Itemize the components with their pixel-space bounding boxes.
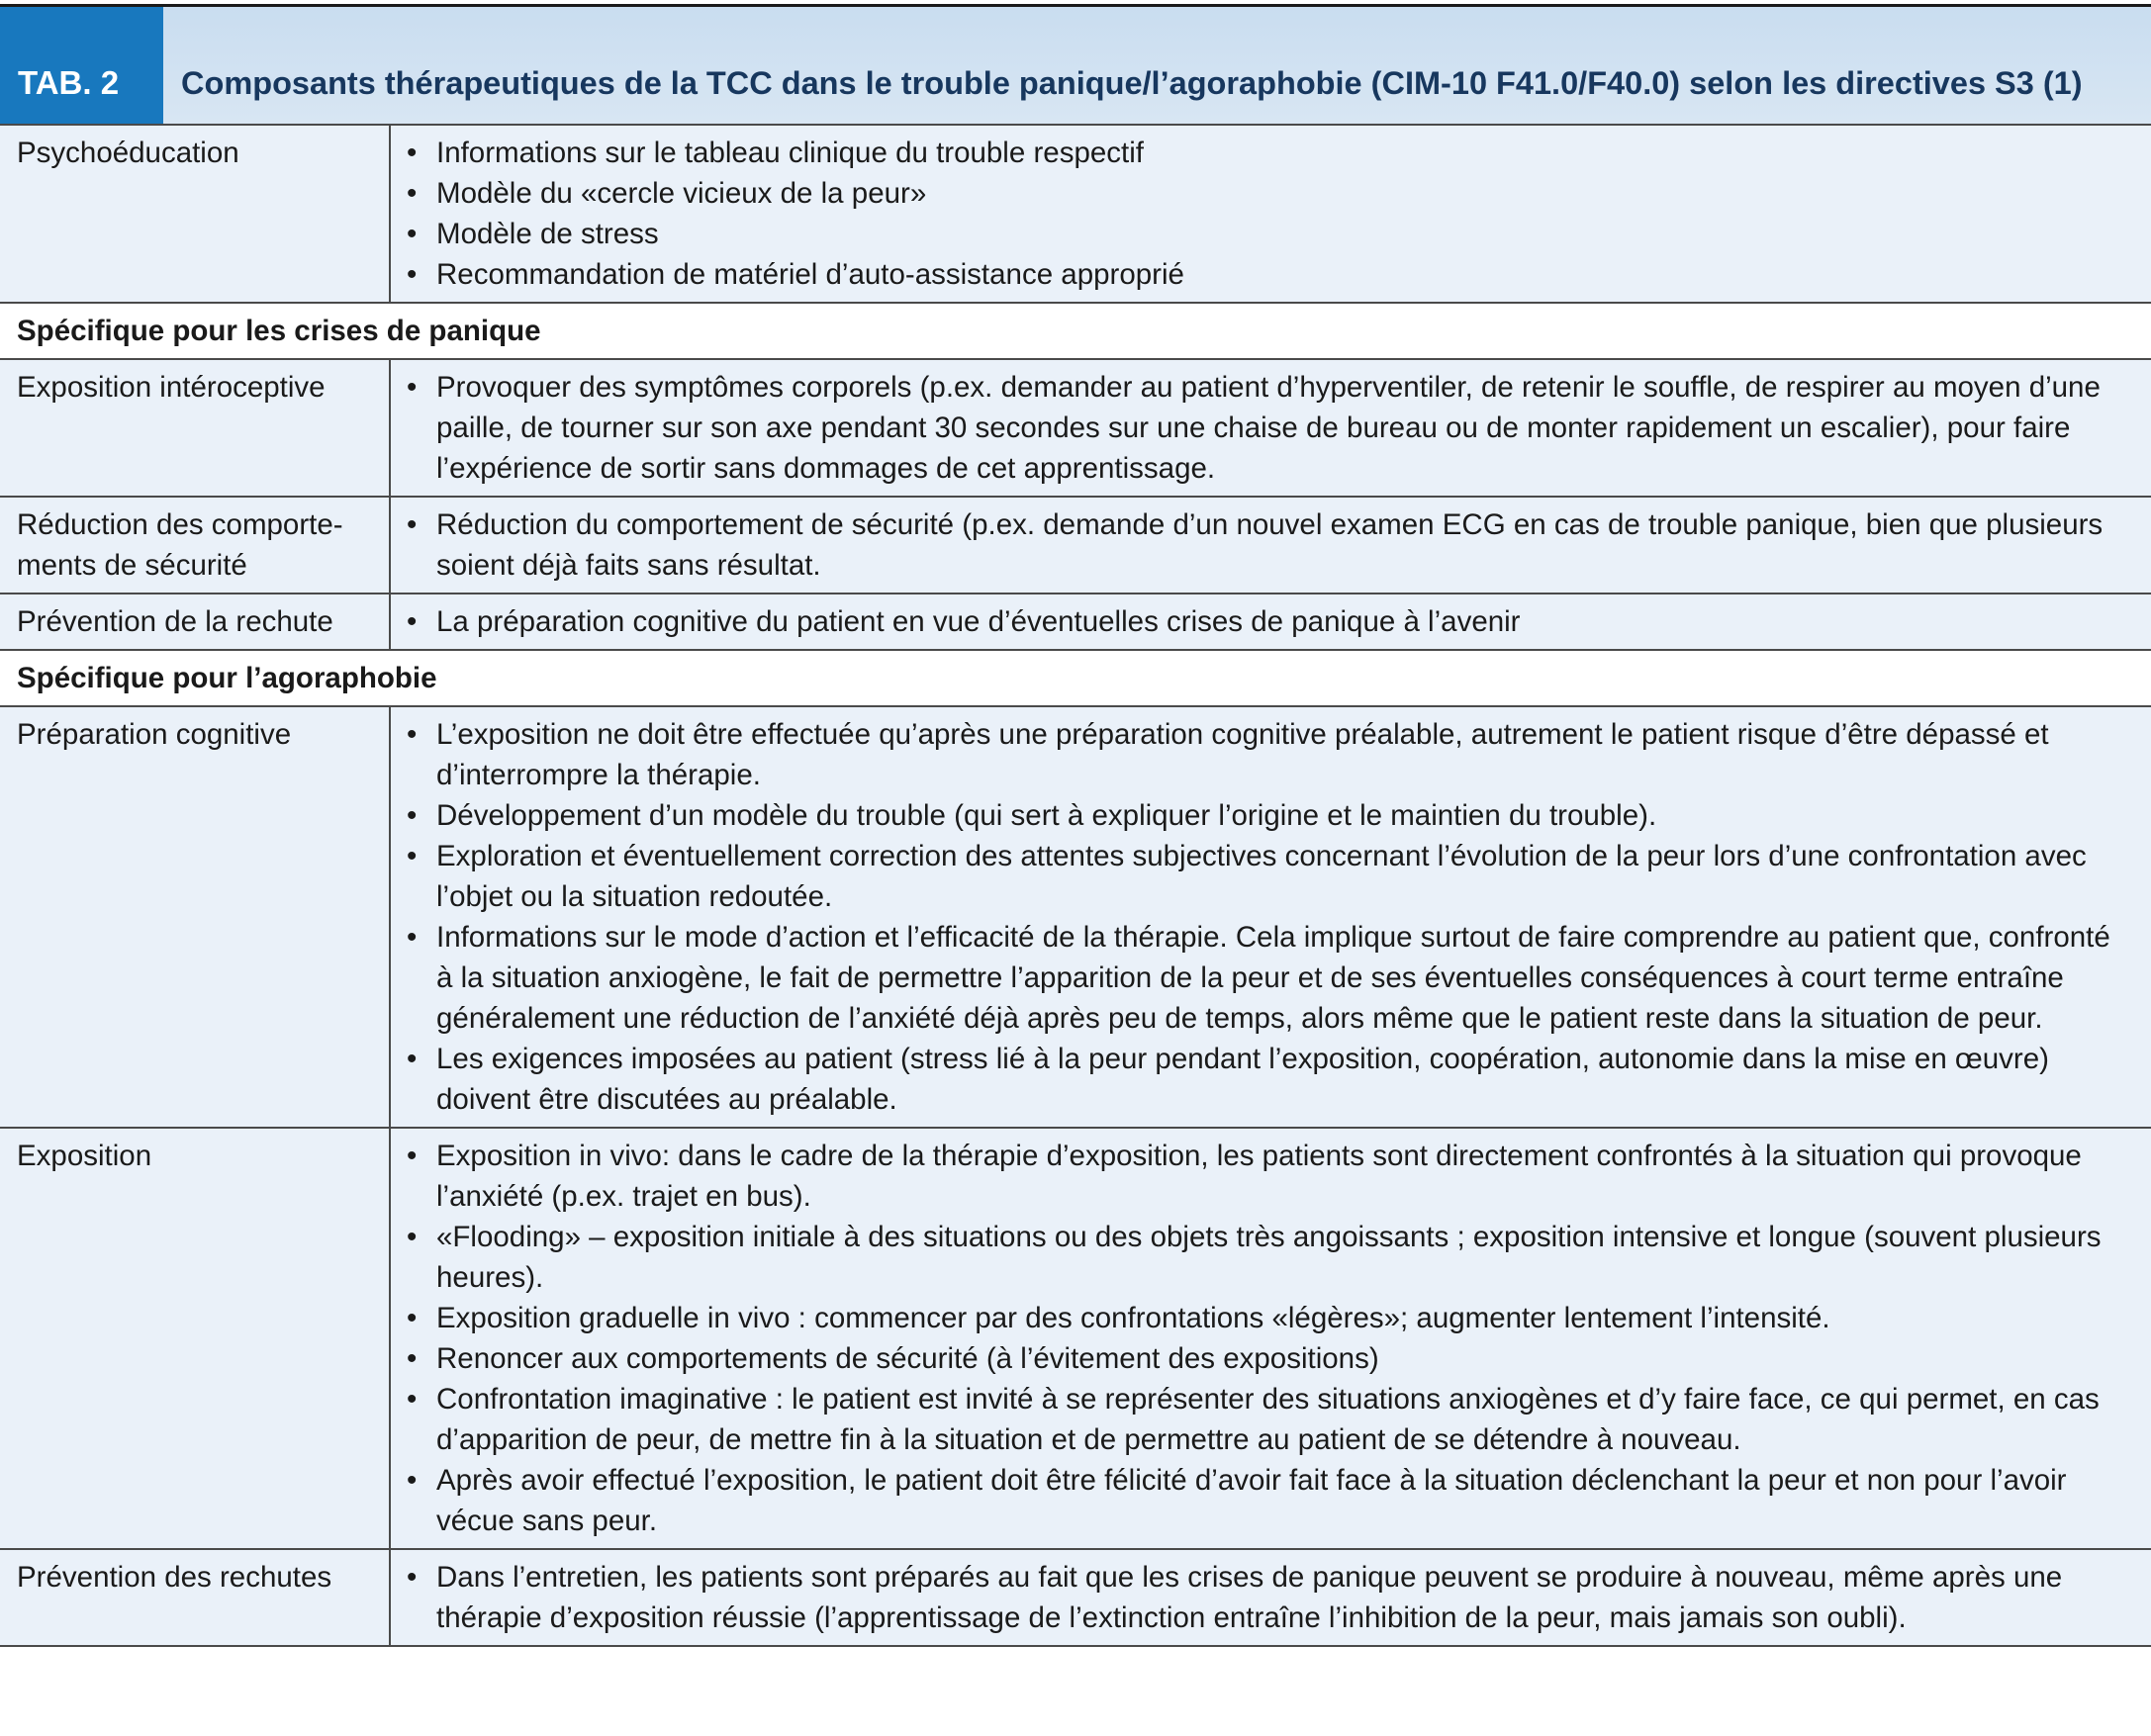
component-label: Psychoéducation — [0, 125, 390, 303]
component-details — [390, 594, 2151, 650]
list-item: • Informations sur le tableau clinique du trouble respectif — [399, 133, 2133, 173]
component-label: Exposition — [0, 1128, 390, 1549]
list-item: • Après avoir effectué l’exposition, le patient doit être félicité d’avoir fait face à la situation déclenchant la peur et non pour l’avoir vécue sans peur. — [399, 1460, 2133, 1541]
list-item: • Provoquer des symptômes corporels (p.ex. demander au patient d’hyperventiler, de retenir le souffle, de respirer au moyen d’une paille, de tourner sur son axe pendant 30 secondes sur une chaise de bureau ou de monter rapidement un escalier), pour faire l’expérience de sortir sans dommages de cet apprentissage. — [399, 367, 2133, 489]
bullet-list — [399, 714, 2133, 1120]
list-item: • L’exposition ne doit être effectuée qu’après une préparation cognitive préalable, autrement le patient risque d’être dépassé et d’interrompre la thérapie. — [399, 714, 2133, 795]
list-item: • Dans l’entretien, les patients sont préparés au fait que les crises de panique peuvent se produire à nouveau, même après une thérapie d’exposition réussie (l’apprentissage de l’extinction entraîne l’inhibition de la peur, mais jamais son oubli). — [399, 1557, 2133, 1638]
section-heading: Spécifique pour l’agoraphobie — [0, 650, 2151, 706]
list-item: • Réduction du comportement de sécurité (p.ex. demande d’un nouvel examen ECG en cas de trouble panique, bien que plusieurs soient déjà faits sans résultat. — [399, 504, 2133, 586]
table-header — [0, 7, 2151, 124]
table-row — [0, 125, 2151, 303]
list-item: • Recommandation de matériel d’auto-assistance approprié — [399, 254, 2133, 295]
table-number: TAB. 2 — [0, 7, 163, 124]
bullet-list — [399, 133, 2133, 295]
component-details — [390, 359, 2151, 497]
component-details — [390, 1128, 2151, 1549]
section-heading: Spécifique pour les crises de panique — [0, 303, 2151, 359]
table-row — [0, 359, 2151, 497]
table-row — [0, 1549, 2151, 1646]
table-row — [0, 594, 2151, 650]
bullet-list — [399, 1557, 2133, 1638]
list-item: • Exposition in vivo: dans le cadre de la thérapie d’exposition, les patients sont directement confrontés à la situation qui provoque l’anxiété (p.ex. trajet en bus). — [399, 1136, 2133, 1217]
bullet-list — [399, 601, 2133, 642]
list-item: • «Flooding» – exposition initiale à des situations ou des objets très angoissants ; exposition intensive et longue (souvent plusieurs heures). — [399, 1217, 2133, 1298]
list-item: • La préparation cognitive du patient en vue d’éventuelles crises de panique à l’avenir — [399, 601, 2133, 642]
component-details — [390, 125, 2151, 303]
component-label: Réduction des comportements de sécurité — [0, 497, 390, 594]
list-item: • Développement d’un modèle du trouble (qui sert à expliquer l’origine et le maintien du trouble). — [399, 795, 2133, 836]
list-item: • Exploration et éventuellement correction des attentes subjectives concernant l’évolution de la peur lors d’une confrontation avec l’objet ou la situation redoutée. — [399, 836, 2133, 917]
bullet-list — [399, 504, 2133, 586]
table-row — [0, 706, 2151, 1128]
component-details — [390, 706, 2151, 1128]
component-label: Exposition intéroceptive — [0, 359, 390, 497]
table-row — [0, 497, 2151, 594]
section-row — [0, 650, 2151, 706]
list-item: • Les exigences imposées au patient (stress lié à la peur pendant l’exposition, coopération, autonomie dans la mise en œuvre) doivent être discutées au préalable. — [399, 1039, 2133, 1120]
list-item: • Renoncer aux comportements de sécurité (à l’évitement des expositions) — [399, 1338, 2133, 1379]
list-item: • Modèle de stress — [399, 214, 2133, 254]
table-title: Composants thérapeutiques de la TCC dans le trouble panique/l’agoraphobie (CIM-10 F41.0/F40.0) selon les directives S3 (1) — [163, 7, 2151, 124]
therapy-components-table — [0, 124, 2151, 1647]
table-row — [0, 1128, 2151, 1549]
table-body — [0, 125, 2151, 1646]
list-item: • Modèle du «cercle vicieux de la peur» — [399, 173, 2133, 214]
component-label: Prévention des rechutes — [0, 1549, 390, 1646]
component-label: Prévention de la rechute — [0, 594, 390, 650]
component-details — [390, 1549, 2151, 1646]
component-label: Préparation cognitive — [0, 706, 390, 1128]
section-row — [0, 303, 2151, 359]
list-item: • Informations sur le mode d’action et l’efficacité de la thérapie. Cela implique surtout de faire comprendre au patient que, confronté à la situation anxiogène, le fait de permettre l’apparition de la peur et de ses éventuelles conséquences à court terme entraîne généralement une réduction de l’anxiété déjà après peu de temps, alors même que le patient reste dans la situation de peur. — [399, 917, 2133, 1039]
bullet-list — [399, 367, 2133, 489]
list-item: • Exposition graduelle in vivo : commencer par des confrontations «légères»; augmenter lentement l’intensité. — [399, 1298, 2133, 1338]
list-item: • Confrontation imaginative : le patient est invité à se représenter des situations anxiogènes et d’y faire face, ce qui permet, en cas d’apparition de peur, de mettre fin à la situation et de permettre au patient de se détendre à nouveau. — [399, 1379, 2133, 1460]
bullet-list — [399, 1136, 2133, 1541]
component-details — [390, 497, 2151, 594]
